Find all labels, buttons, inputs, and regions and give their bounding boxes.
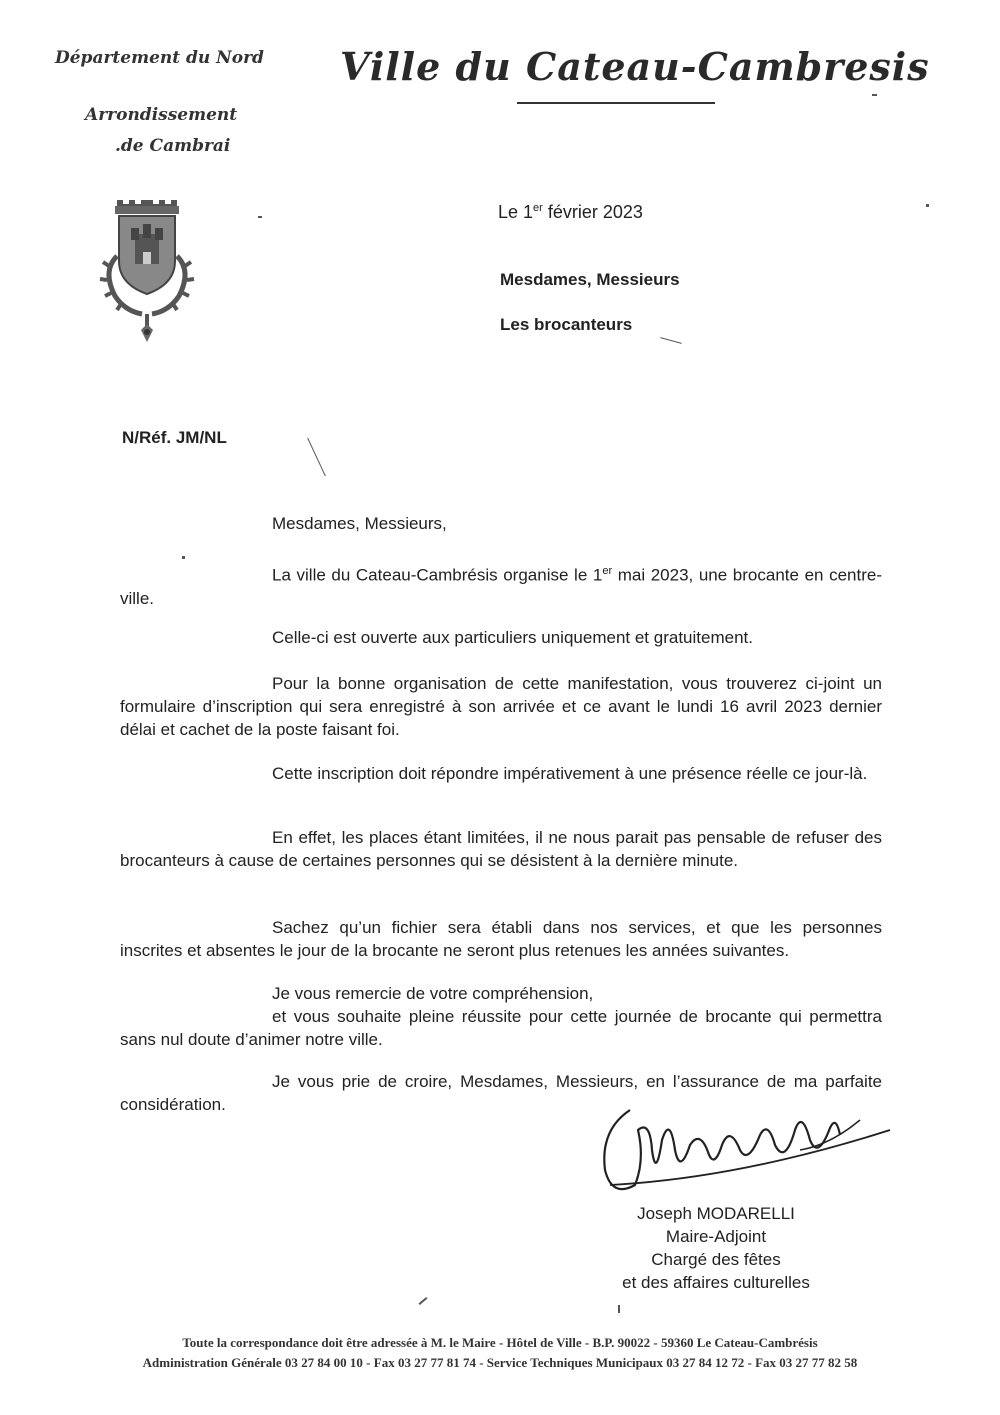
paragraph: La ville du Cateau-Cambrésis organise le 1er mai 2023, une brocante en centre-ville. — [120, 565, 882, 608]
city-title: Ville du Cateau-Cambresis — [340, 44, 930, 89]
scan-speck — [307, 438, 326, 476]
recipient-line: Les brocanteurs — [500, 315, 633, 334]
scan-speck — [419, 1297, 428, 1305]
city-crest-icon — [97, 196, 197, 346]
departement-label: Département du Nord — [55, 48, 264, 68]
paragraph: Sachez qu’un fichier sera établi dans nos services, et que les personnes inscrites et absentes le jour de la brocante ne seront plus retenues les années suivantes. — [120, 918, 882, 960]
title-underline — [517, 102, 715, 104]
signatory-title: Maire-Adjoint — [665, 1227, 767, 1246]
scan-speck — [926, 204, 929, 207]
scan-speck — [618, 1305, 620, 1313]
recipient-line: Mesdames, Messieurs — [500, 270, 680, 289]
salutation: Mesdames, Messieurs, — [272, 514, 447, 533]
scan-speck — [660, 337, 682, 344]
paragraph: Cette inscription doit répondre impérativement à une présence réelle ce jour-là. — [272, 764, 868, 783]
reference: N/Réf. JM/NL — [122, 428, 227, 447]
paragraph: En effet, les places étant limitées, il ne nous parait pas pensable de refuser des brocanteurs à cause de certaines personnes qui se désistent à la dernière minute. — [120, 828, 882, 870]
letter-date: Le 1er février 2023 — [498, 202, 643, 222]
signatory-role: et des affaires culturelles — [622, 1273, 810, 1292]
signatory-name: Joseph MODARELLI — [637, 1204, 795, 1223]
scan-speck — [182, 556, 185, 559]
paragraph: Je vous remercie de votre compréhension, et vous souhaite pleine réussite pour cette journée de brocante qui permettra sans nul doute d’animer notre ville. — [120, 984, 882, 1049]
handwritten-signature — [590, 1090, 900, 1205]
arrondissement-name: .de Cambrai — [115, 136, 231, 156]
paragraph: Celle-ci est ouverte aux particuliers uniquement et gratuitement. — [272, 628, 753, 647]
paragraph: Je vous prie de croire, Mesdames, Messieurs, en l’assurance de ma parfaite considération. — [120, 1072, 882, 1114]
signatory-role: Chargé des fêtes — [651, 1250, 781, 1269]
signatory-block — [540, 1202, 860, 1294]
arrondissement-label: Arrondissement — [85, 105, 238, 125]
footer-contacts: Administration Générale 03 27 84 00 10 - Fax 03 27 77 81 74 - Service Techniques Municipaux 03 27 84 12 72 - Fax 03 27 77 82 58 — [142, 1355, 858, 1370]
scan-speck — [872, 94, 877, 96]
paragraph: Pour la bonne organisation de cette manifestation, vous trouverez ci-joint un formulaire d’inscription qui sera enregistré à son arrivée et ce avant le lundi 16 avril 2023 dernier délai et cachet de la poste faisant foi. — [120, 674, 882, 739]
scan-speck — [258, 216, 262, 218]
footer-address: Toute la correspondance doit être adressée à M. le Maire - Hôtel de Ville - B.P. 90022 - 59360 Le Cateau-Cambrésis — [182, 1335, 818, 1350]
